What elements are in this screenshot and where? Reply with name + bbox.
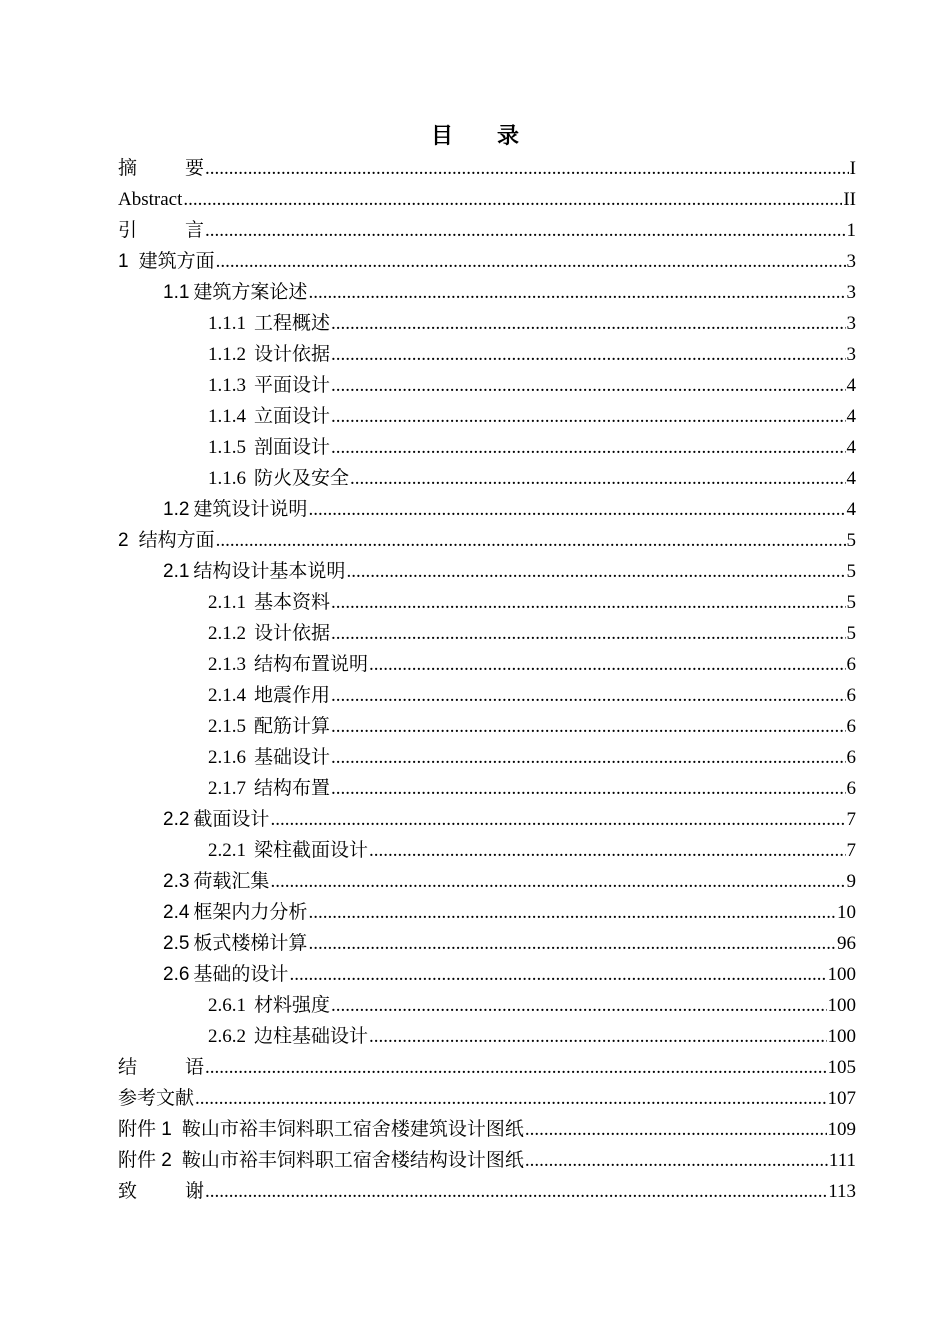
toc-page-number: 5 xyxy=(846,530,856,551)
toc-entry-text: 致 谢 xyxy=(118,1180,205,1202)
toc-entry-label xyxy=(118,1114,524,1145)
toc-entry-label xyxy=(118,246,215,277)
toc-entry-number: 1.1 xyxy=(163,282,190,303)
toc-page-number: 3 xyxy=(846,282,856,303)
toc-entry[interactable] xyxy=(118,897,856,928)
toc-entry-text: 配筋计算 xyxy=(254,715,331,737)
toc-page-number: 3 xyxy=(846,344,856,365)
toc-dot-leader xyxy=(331,401,845,432)
toc-entry-number: 2.1 xyxy=(163,561,190,582)
toc-entry-number: 2.1.7 xyxy=(208,778,246,799)
toc-entry-number: 1.1.6 xyxy=(208,468,246,489)
toc-dot-leader xyxy=(205,1052,826,1083)
toc-entry-text: 板式楼梯计算 xyxy=(193,932,308,954)
toc-page-number: 100 xyxy=(827,1026,856,1047)
toc-dot-leader xyxy=(331,773,845,804)
toc-entry[interactable] xyxy=(118,959,856,990)
toc-dot-leader xyxy=(525,1145,828,1176)
toc-entry-number: 1.1.2 xyxy=(208,344,246,365)
toc-entry-label xyxy=(208,401,330,432)
toc-entry-number: 附件 2 xyxy=(118,1150,172,1171)
toc-title xyxy=(0,120,950,154)
toc-dot-leader xyxy=(331,618,845,649)
toc-entry-text: 结构设计基本说明 xyxy=(193,560,346,582)
toc-entry-label xyxy=(208,990,330,1021)
toc-page-number: 109 xyxy=(827,1119,856,1140)
toc-page-number: 6 xyxy=(846,747,856,768)
toc-entry[interactable] xyxy=(118,401,856,432)
toc-entry-label xyxy=(208,618,330,649)
toc-entry-text: 荷载汇集 xyxy=(193,870,270,892)
toc-dot-leader xyxy=(331,308,845,339)
toc-entry-text: 摘 要 xyxy=(118,157,205,179)
toc-entry[interactable] xyxy=(118,866,856,897)
toc-dot-leader xyxy=(308,928,836,959)
toc-dot-leader xyxy=(205,1176,827,1207)
toc-entry[interactable] xyxy=(118,835,856,866)
toc-page-number: 96 xyxy=(837,933,856,954)
toc-entry-label xyxy=(118,1052,204,1083)
toc-dot-leader xyxy=(331,432,845,463)
toc-entry-number: 2.1.6 xyxy=(208,747,246,768)
toc-page-number: 7 xyxy=(846,809,856,830)
toc-entry[interactable] xyxy=(118,1145,856,1176)
toc-list xyxy=(118,153,856,1207)
toc-entry-number: 2.1.2 xyxy=(208,623,246,644)
toc-page-number: II xyxy=(843,189,856,210)
toc-entry-number: 2.3 xyxy=(163,871,190,892)
toc-entry-text: 工程概述 xyxy=(254,312,331,334)
toc-entry[interactable] xyxy=(118,1176,856,1207)
toc-entry[interactable] xyxy=(118,525,856,556)
toc-entry[interactable] xyxy=(118,680,856,711)
toc-entry[interactable] xyxy=(118,928,856,959)
toc-entry-number: 2.1.5 xyxy=(208,716,246,737)
toc-dot-leader xyxy=(195,1083,826,1114)
toc-entry-label xyxy=(208,742,330,773)
toc-dot-leader xyxy=(331,370,845,401)
toc-entry-text: 结构布置说明 xyxy=(254,653,369,675)
toc-entry-label xyxy=(208,680,330,711)
toc-entry-text: 防火及安全 xyxy=(254,467,350,489)
toc-page-number: 3 xyxy=(846,313,856,334)
toc-dot-leader xyxy=(369,1021,826,1052)
toc-title-char-1: 目 xyxy=(430,124,453,149)
toc-page-number: 105 xyxy=(827,1057,856,1078)
toc-entry-label xyxy=(208,370,330,401)
toc-entry-text: Abstract xyxy=(118,189,183,210)
toc-dot-leader xyxy=(270,804,845,835)
toc-dot-leader xyxy=(205,215,845,246)
toc-entry-label xyxy=(118,153,204,184)
toc-entry-text: 参考文献 xyxy=(118,1087,195,1109)
toc-entry-text: 鞍山市裕丰饲料职工宿舍楼结构设计图纸 xyxy=(181,1149,524,1171)
toc-dot-leader xyxy=(331,680,845,711)
toc-page-number: I xyxy=(849,158,856,179)
toc-entry-label xyxy=(208,308,330,339)
toc-entry-text: 建筑设计说明 xyxy=(193,498,308,520)
toc-entry[interactable] xyxy=(118,742,856,773)
toc-entry-number: 2.6.2 xyxy=(208,1026,246,1047)
toc-entry-label xyxy=(163,494,307,525)
toc-page-number: 4 xyxy=(846,375,856,396)
toc-entry-text: 鞍山市裕丰饲料职工宿舍楼建筑设计图纸 xyxy=(181,1118,524,1140)
toc-page-number: 107 xyxy=(827,1088,856,1109)
toc-dot-leader xyxy=(331,587,845,618)
toc-entry-label xyxy=(118,1145,524,1176)
toc-entry[interactable] xyxy=(118,277,856,308)
toc-page-number: 100 xyxy=(827,964,856,985)
toc-entry[interactable] xyxy=(118,153,856,184)
toc-entry-number: 1.1.5 xyxy=(208,437,246,458)
toc-entry[interactable] xyxy=(118,215,856,246)
toc-entry-label xyxy=(118,1083,194,1114)
toc-dot-leader xyxy=(289,959,826,990)
toc-page-number: 1 xyxy=(846,220,856,241)
toc-dot-leader xyxy=(331,339,845,370)
toc-entry-text: 立面设计 xyxy=(254,405,331,427)
toc-entry[interactable] xyxy=(118,184,856,215)
toc-entry-number: 附件 1 xyxy=(118,1119,172,1140)
toc-page-number: 9 xyxy=(846,871,856,892)
toc-entry-text: 结 语 xyxy=(118,1056,205,1078)
toc-page-number: 113 xyxy=(828,1181,856,1202)
toc-dot-leader xyxy=(369,835,845,866)
toc-entry[interactable] xyxy=(118,463,856,494)
toc-dot-leader xyxy=(369,649,845,680)
toc-entry-label xyxy=(163,928,307,959)
toc-entry[interactable] xyxy=(118,494,856,525)
toc-entry-number: 2.2.1 xyxy=(208,840,246,861)
toc-entry-text: 结构方面 xyxy=(138,529,215,551)
toc-dot-leader xyxy=(331,711,845,742)
toc-entry-label xyxy=(163,959,288,990)
toc-entry[interactable] xyxy=(118,1083,856,1114)
toc-entry-number: 2 xyxy=(118,530,129,551)
toc-entry-label xyxy=(208,835,368,866)
toc-page-number: 4 xyxy=(846,499,856,520)
toc-entry-text: 设计依据 xyxy=(254,622,331,644)
toc-entry-number: 1.1.1 xyxy=(208,313,246,334)
toc-entry[interactable] xyxy=(118,339,856,370)
toc-entry[interactable] xyxy=(118,370,856,401)
toc-entry-label xyxy=(118,184,182,215)
toc-page-number: 6 xyxy=(846,716,856,737)
toc-page-number: 10 xyxy=(837,902,856,923)
toc-entry-label xyxy=(118,1176,204,1207)
toc-entry-label xyxy=(208,711,330,742)
toc-entry[interactable] xyxy=(118,711,856,742)
toc-entry-number: 1 xyxy=(118,251,129,272)
toc-entry-number: 1.1.4 xyxy=(208,406,246,427)
toc-dot-leader xyxy=(308,494,845,525)
toc-page-number: 4 xyxy=(846,437,856,458)
toc-entry-number: 2.6.1 xyxy=(208,995,246,1016)
toc-page-number: 6 xyxy=(846,654,856,675)
toc-entry-text: 平面设计 xyxy=(254,374,331,396)
toc-entry-label xyxy=(208,339,330,370)
toc-entry-text: 结构布置 xyxy=(254,777,331,799)
toc-entry-label xyxy=(118,215,204,246)
toc-page-number: 6 xyxy=(846,685,856,706)
toc-entry-label xyxy=(208,773,330,804)
toc-entry-number: 2.2 xyxy=(163,809,190,830)
toc-entry[interactable] xyxy=(118,1052,856,1083)
toc-entry-label xyxy=(163,897,307,928)
toc-entry-text: 建筑方面 xyxy=(138,250,215,272)
toc-entry-label xyxy=(163,866,269,897)
toc-entry-text: 材料强度 xyxy=(254,994,331,1016)
toc-entry-text: 地震作用 xyxy=(254,684,331,706)
toc-page-number: 5 xyxy=(846,592,856,613)
toc-entry[interactable] xyxy=(118,432,856,463)
toc-entry-number: 2.1.3 xyxy=(208,654,246,675)
toc-page-number: 4 xyxy=(846,406,856,427)
toc-page-number: 100 xyxy=(827,995,856,1016)
toc-title-char-2: 录 xyxy=(497,124,520,149)
toc-entry-label xyxy=(118,525,215,556)
toc-dot-leader xyxy=(216,246,846,277)
toc-entry-text: 建筑方案论述 xyxy=(193,281,308,303)
toc-entry[interactable] xyxy=(118,804,856,835)
toc-entry-label xyxy=(208,463,349,494)
toc-page-number: 5 xyxy=(846,561,856,582)
toc-entry-text: 梁柱截面设计 xyxy=(254,839,369,861)
toc-page-number: 5 xyxy=(846,623,856,644)
toc-dot-leader xyxy=(331,742,845,773)
toc-page-number: 4 xyxy=(846,468,856,489)
toc-entry-number: 2.1.1 xyxy=(208,592,246,613)
toc-dot-leader xyxy=(205,153,849,184)
toc-entry-text: 剖面设计 xyxy=(254,436,331,458)
toc-entry[interactable] xyxy=(118,649,856,680)
toc-entry[interactable] xyxy=(118,308,856,339)
toc-entry-number: 2.1.4 xyxy=(208,685,246,706)
toc-entry-number: 2.6 xyxy=(163,964,190,985)
toc-entry-text: 基础的设计 xyxy=(193,963,289,985)
toc-entry-text: 引 言 xyxy=(118,219,205,241)
toc-entry-text: 截面设计 xyxy=(193,808,270,830)
toc-dot-leader xyxy=(308,277,845,308)
toc-dot-leader xyxy=(346,556,845,587)
toc-entry[interactable] xyxy=(118,556,856,587)
toc-entry-number: 2.4 xyxy=(163,902,190,923)
toc-dot-leader xyxy=(331,990,826,1021)
toc-dot-leader xyxy=(270,866,845,897)
toc-entry-label xyxy=(163,556,345,587)
toc-entry[interactable] xyxy=(118,1114,856,1145)
toc-entry-label xyxy=(163,804,269,835)
toc-entry[interactable] xyxy=(118,773,856,804)
toc-page-number: 7 xyxy=(846,840,856,861)
toc-page-number: 3 xyxy=(846,251,856,272)
toc-entry-number: 1.2 xyxy=(163,499,190,520)
toc-entry[interactable] xyxy=(118,587,856,618)
toc-entry-number: 1.1.3 xyxy=(208,375,246,396)
toc-entry-label xyxy=(208,1021,368,1052)
toc-entry[interactable] xyxy=(118,1021,856,1052)
toc-entry[interactable] xyxy=(118,246,856,277)
toc-entry-text: 基础设计 xyxy=(254,746,331,768)
toc-entry-label xyxy=(163,277,307,308)
toc-dot-leader xyxy=(525,1114,827,1145)
toc-dot-leader xyxy=(350,463,845,494)
toc-entry-label xyxy=(208,649,368,680)
toc-entry-text: 边柱基础设计 xyxy=(254,1025,369,1047)
toc-entry-number: 2.5 xyxy=(163,933,190,954)
toc-page-number: 6 xyxy=(846,778,856,799)
toc-entry-label xyxy=(208,587,330,618)
toc-dot-leader xyxy=(216,525,846,556)
toc-page-number: 111 xyxy=(828,1150,856,1171)
toc-entry[interactable] xyxy=(118,618,856,649)
toc-entry-text: 框架内力分析 xyxy=(193,901,308,923)
toc-dot-leader xyxy=(308,897,836,928)
toc-entry[interactable] xyxy=(118,990,856,1021)
toc-dot-leader xyxy=(183,184,842,215)
toc-entry-text: 基本资料 xyxy=(254,591,331,613)
toc-entry-label xyxy=(208,432,330,463)
toc-entry-text: 设计依据 xyxy=(254,343,331,365)
